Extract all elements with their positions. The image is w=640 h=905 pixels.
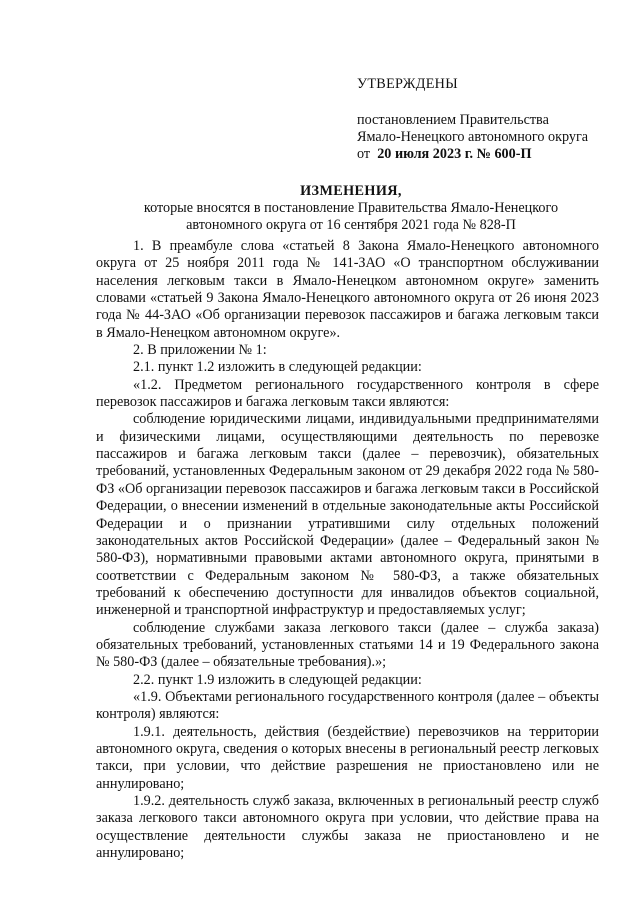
document-title-block xyxy=(96,183,606,234)
paragraph-1-9-1: 1.9.1. деятельность, действия (бездействие) перевозчиков на территории автономного округа, сведения о которых внесены в региональный реестр легковых такси, при условии, что действие разрешения не приостановлено или не аннулировано; xyxy=(96,723,599,792)
paragraph-item-2-2: 2.2. пункт 1.9 изложить в следующей редакции: xyxy=(133,671,422,688)
document-body xyxy=(96,238,599,862)
paragraph-1-2-services: соблюдение службами заказа легкового такси (далее – служба заказа) обязательных требований, установленных статьями 14 и 19 Федерального закона № 580-ФЗ (далее – обязательные требования).»; xyxy=(96,619,599,671)
paragraph-item-2-1: 2.1. пункт 1.2 изложить в следующей редакции: xyxy=(133,359,422,376)
approval-date-prefix: от xyxy=(357,146,371,162)
paragraph-1-2-carriers: соблюдение юридическими лицами, индивидуальными предпринимателями и физическими лицами, осуществляющими деятельность по перевозке пассажиров и багажа легковым такси (далее – перевозчик), обязательных требований, установленных Федеральным законом от 29 декабря 2022 года № 580-ФЗ «Об организации перевозок пассажиров и багажа легковым такси в Российской Федерации, о внесении изменений в отдельные законодательные акты Российской Федерации и о признании утратившими силу отдельных положений законодательных актов Российской Федерации» (далее – Федеральный закон № 580-ФЗ), нормативными правовыми актами автономного округа, принятыми в соответствии с Федеральным законом № 580-ФЗ, а также обязательных требований к обеспечению доступности для инвалидов объектов социальной, инженерной и транспортной инфраструктур и предоставляемых услуг; xyxy=(96,411,599,619)
document-subtitle-line-2: автономного округа от 16 сентября 2021 года № 828-П xyxy=(186,217,516,233)
approval-date-value: 20 июля 2023 г. № 600-П xyxy=(377,146,532,162)
document-title: ИЗМЕНЕНИЯ, xyxy=(300,183,402,199)
approval-date-line xyxy=(357,146,627,163)
document-subtitle-line-1: которые вносятся в постановление Правительства Ямало-Ненецкого xyxy=(143,200,559,216)
approved-heading: УТВЕРЖДЕНЫ xyxy=(357,76,458,92)
approval-block xyxy=(357,76,627,163)
paragraph-preamble: 1. В преамбуле слова «статьей 8 Закона Ямало-Ненецкого автономного округа от 25 ноября 2011 года № 141-ЗАО «О транспортном обслуживании населения легковым такси в Ямало-Ненецком автономном округе» заменить словами «статьей 9 Закона Ямало-Ненецкого автономного округа от 26 июня 2023 года № 44-ЗАО «Об организации перевозок пассажиров и багажа легковым такси в Ямало-Ненецком автономном округе». xyxy=(96,238,599,341)
paragraph-1-9-2: 1.9.2. деятельность служб заказа, включенных в региональный реестр служб заказа легкового такси автономного округа при условии, что действие права на осуществление деятельности службы заказа не приостановлено и не аннулировано; xyxy=(96,793,599,862)
approval-line-2: Ямало-Ненецкого автономного округа xyxy=(357,129,589,145)
paragraph-1-2: «1.2. Предметом регионального государственного контроля в сфере перевозок пассажиров и багажа легковым такси являются: xyxy=(96,376,599,411)
approval-line-1: постановлением Правительства xyxy=(357,112,549,128)
paragraph-item-2: 2. В приложении № 1: xyxy=(133,342,267,359)
paragraph-1-9: «1.9. Объектами регионального государственного контроля (далее – объекты контроля) являются: xyxy=(96,688,599,723)
